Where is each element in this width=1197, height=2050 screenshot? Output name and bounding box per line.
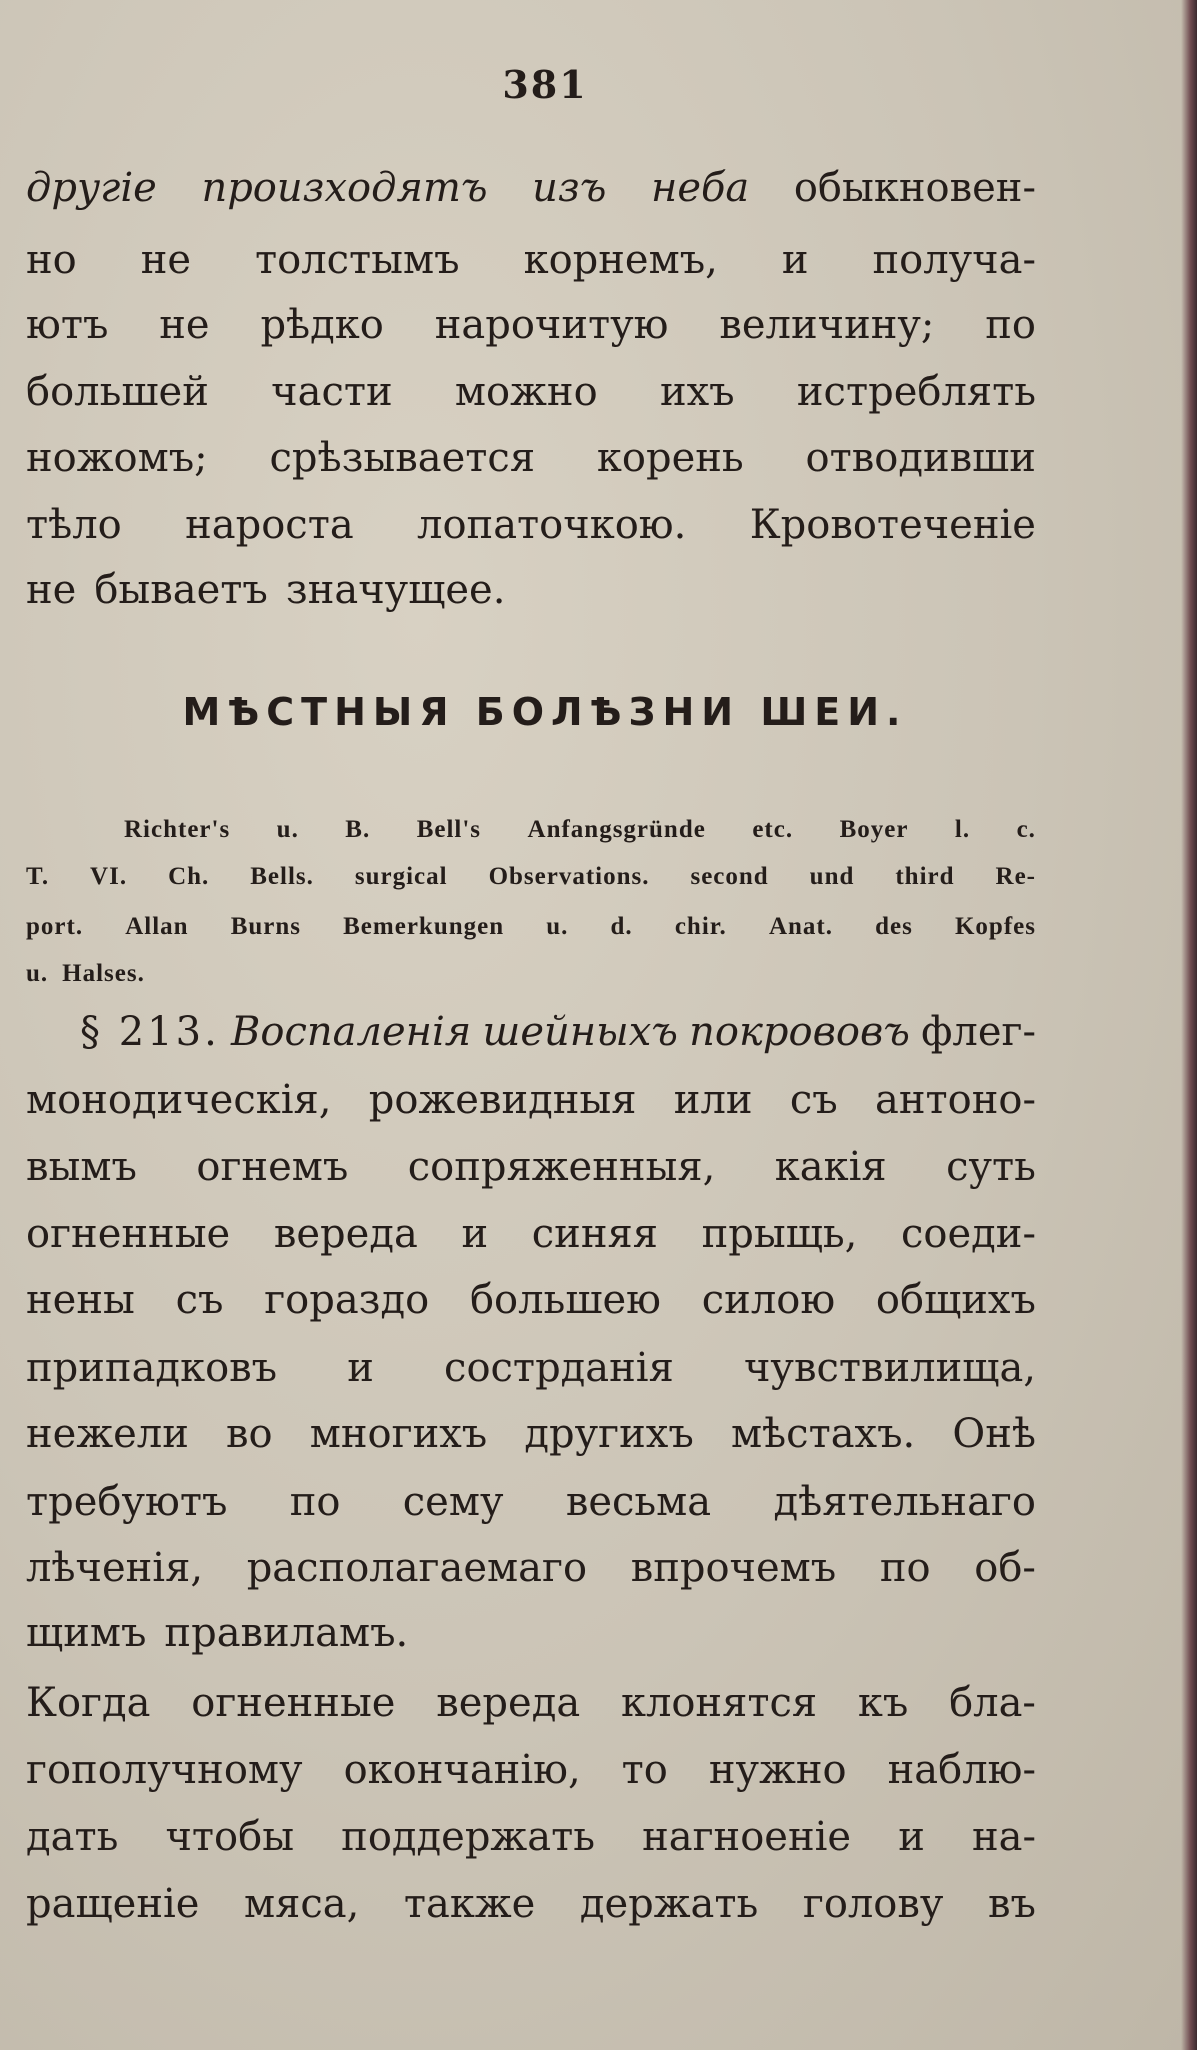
- text-line: [26, 1881, 1036, 1927]
- word: части: [271, 369, 393, 415]
- word: Burns: [230, 913, 301, 940]
- text-line: [26, 237, 1036, 283]
- word: щимъ: [26, 1610, 147, 1656]
- word: l.: [954, 816, 971, 843]
- word: не: [140, 237, 192, 283]
- section-number: § 213.: [80, 1009, 220, 1055]
- word: бла-: [949, 1680, 1036, 1726]
- word: значущее.: [285, 567, 506, 613]
- text-line: [26, 435, 1036, 481]
- word: шейныхъ: [482, 1009, 678, 1055]
- word: во: [226, 1411, 273, 1457]
- word: нежели: [26, 1411, 189, 1457]
- word: гополучному: [26, 1747, 303, 1793]
- word: какія: [774, 1144, 887, 1190]
- word: по: [879, 1545, 931, 1591]
- word: и: [781, 237, 809, 283]
- word: Bells.: [250, 863, 314, 890]
- word: port.: [26, 913, 84, 940]
- word: припадковъ: [26, 1345, 278, 1391]
- word: T.: [26, 863, 50, 890]
- word: многихъ: [309, 1411, 488, 1457]
- word: бываетъ: [94, 567, 268, 613]
- word: сему: [402, 1479, 504, 1525]
- word: не: [159, 302, 210, 348]
- word: флег-: [921, 1009, 1036, 1055]
- text-line: [26, 1345, 1036, 1391]
- word: клонятся: [620, 1680, 818, 1726]
- text-line: [26, 1680, 1036, 1726]
- word: наблю-: [887, 1747, 1036, 1793]
- text-line: [26, 1747, 1036, 1793]
- word: отводивши: [805, 435, 1036, 481]
- word: толстымъ: [255, 237, 460, 283]
- text-line: [26, 1814, 1036, 1860]
- word: чтобы: [165, 1814, 295, 1860]
- word: соеди-: [901, 1211, 1036, 1257]
- reference-line: [26, 913, 1036, 941]
- word: нагноеніе: [642, 1814, 852, 1860]
- word: d.: [610, 913, 633, 940]
- word: мяса,: [243, 1881, 360, 1927]
- word: общихъ: [875, 1277, 1036, 1323]
- text-line: [26, 1077, 1036, 1123]
- word: къ: [857, 1680, 909, 1726]
- word: ножомъ;: [26, 435, 208, 481]
- word: синяя: [531, 1211, 658, 1257]
- word: ихъ: [659, 369, 735, 415]
- word: покрововъ: [689, 1009, 910, 1055]
- word: другихъ: [524, 1411, 694, 1457]
- word: огненные: [191, 1680, 396, 1726]
- word: Richter's: [124, 816, 231, 843]
- word: то: [621, 1747, 668, 1793]
- reference-line: [26, 960, 1036, 988]
- word: нароста: [185, 502, 354, 548]
- word: etc.: [752, 816, 794, 843]
- word: u.: [546, 913, 569, 940]
- word: и: [347, 1345, 374, 1391]
- word: съ: [789, 1077, 838, 1123]
- word: большей: [26, 369, 209, 415]
- word: впрочемъ: [630, 1545, 837, 1591]
- word: держать: [579, 1881, 759, 1927]
- word: Re-: [995, 863, 1036, 890]
- word: surgical: [354, 863, 448, 890]
- word: но: [26, 237, 77, 283]
- word: произходятъ: [201, 165, 488, 211]
- word: чувствилища,: [743, 1345, 1036, 1391]
- word: огненные: [26, 1211, 231, 1257]
- word: und: [809, 863, 855, 890]
- word: окончанію,: [343, 1747, 581, 1793]
- word: second: [690, 863, 769, 890]
- word: дать: [26, 1814, 119, 1860]
- text-line: [26, 1277, 1036, 1323]
- text-line: [26, 1610, 1036, 1656]
- word: корнемъ,: [523, 237, 718, 283]
- page-number: 381: [502, 62, 588, 107]
- word: VI.: [90, 863, 128, 890]
- word: u.: [276, 816, 299, 843]
- word: тѣло: [26, 502, 122, 548]
- text-line: [26, 567, 1036, 613]
- word: Allan: [125, 913, 189, 940]
- word: лѣченія,: [26, 1545, 204, 1591]
- word: по: [289, 1479, 341, 1525]
- word: ютъ: [26, 302, 109, 348]
- word: Halses.: [62, 960, 145, 987]
- word: монодическія,: [26, 1077, 332, 1123]
- text-line: [26, 1144, 1036, 1190]
- text-line: [26, 302, 1036, 348]
- word: дѣятельнаго: [773, 1479, 1036, 1525]
- word: правиламъ.: [164, 1610, 409, 1656]
- word: можно: [454, 369, 598, 415]
- word: нены: [26, 1277, 135, 1323]
- word: вереда: [273, 1211, 418, 1257]
- word: нарочитую: [434, 302, 669, 348]
- word: въ: [988, 1881, 1036, 1927]
- word: по: [985, 302, 1036, 348]
- word: или: [673, 1077, 753, 1123]
- word: des: [875, 913, 913, 940]
- page-edge-shadow: [1181, 0, 1197, 2050]
- word: Кровотеченіе: [749, 502, 1036, 548]
- word: антоно-: [874, 1077, 1036, 1123]
- word: Воспаленія: [231, 1009, 472, 1055]
- word: также: [403, 1881, 536, 1927]
- word: корень: [596, 435, 744, 481]
- word: Boyer: [839, 816, 909, 843]
- word: сострданія: [444, 1345, 674, 1391]
- word: c.: [1016, 816, 1036, 843]
- word: Anfangsgründe: [527, 816, 706, 843]
- word: получа-: [872, 237, 1036, 283]
- word: не: [26, 567, 77, 613]
- word: Bell's: [416, 816, 482, 843]
- text-line: [26, 369, 1036, 415]
- word: рожевидныя: [368, 1077, 637, 1123]
- word: силою: [701, 1277, 836, 1323]
- word: истреблять: [796, 369, 1036, 415]
- word: располагаемаго: [246, 1545, 588, 1591]
- word: B.: [345, 816, 371, 843]
- word: большею: [469, 1277, 662, 1323]
- word: изъ: [532, 165, 607, 211]
- word: требуютъ: [26, 1479, 228, 1525]
- word: сопряженныя,: [407, 1144, 716, 1190]
- word: и: [461, 1211, 489, 1257]
- word: неба: [650, 165, 750, 211]
- word: гораздо: [264, 1277, 430, 1323]
- text-line: [26, 1479, 1036, 1525]
- word: другіе: [26, 165, 157, 211]
- word: и: [898, 1814, 925, 1860]
- word: обыкновен-: [793, 165, 1036, 211]
- word: голову: [802, 1881, 944, 1927]
- word: весьма: [565, 1479, 712, 1525]
- word: огнемъ: [196, 1144, 349, 1190]
- word: съ: [175, 1277, 224, 1323]
- word: Bemerkungen: [343, 913, 505, 940]
- reference-line: [124, 816, 1036, 844]
- reference-line: [26, 863, 1036, 891]
- text-line: [26, 1545, 1036, 1591]
- word: Kopfes: [954, 913, 1036, 940]
- text-line: [26, 165, 1036, 211]
- word: на-: [971, 1814, 1036, 1860]
- word: суть: [946, 1144, 1036, 1190]
- word: поддержать: [341, 1814, 595, 1860]
- section-heading: МѢСТНЫЯ БОЛѢЗНИ ШЕИ.: [182, 690, 908, 734]
- text-line: [80, 1009, 1036, 1055]
- word: chir.: [674, 913, 727, 940]
- text-line: [26, 1211, 1036, 1257]
- word: нужно: [708, 1747, 847, 1793]
- word: Anat.: [768, 913, 833, 940]
- word: ращеніе: [26, 1881, 200, 1927]
- word: u.: [26, 960, 49, 987]
- word: величину;: [719, 302, 935, 348]
- word: Онѣ: [952, 1411, 1036, 1457]
- word: Observations.: [488, 863, 650, 890]
- text-line: [26, 1411, 1036, 1457]
- word: third: [895, 863, 955, 890]
- word: лопаточкою.: [417, 502, 687, 548]
- word: Ch.: [168, 863, 210, 890]
- word: вереда: [436, 1680, 581, 1726]
- word: мѣстахъ.: [730, 1411, 916, 1457]
- word: прыщь,: [701, 1211, 858, 1257]
- word: вымъ: [26, 1144, 137, 1190]
- word: Когда: [26, 1680, 151, 1726]
- word: срѣзывается: [269, 435, 536, 481]
- word: рѣдко: [260, 302, 384, 348]
- word: об-: [974, 1545, 1036, 1591]
- text-line: [26, 502, 1036, 548]
